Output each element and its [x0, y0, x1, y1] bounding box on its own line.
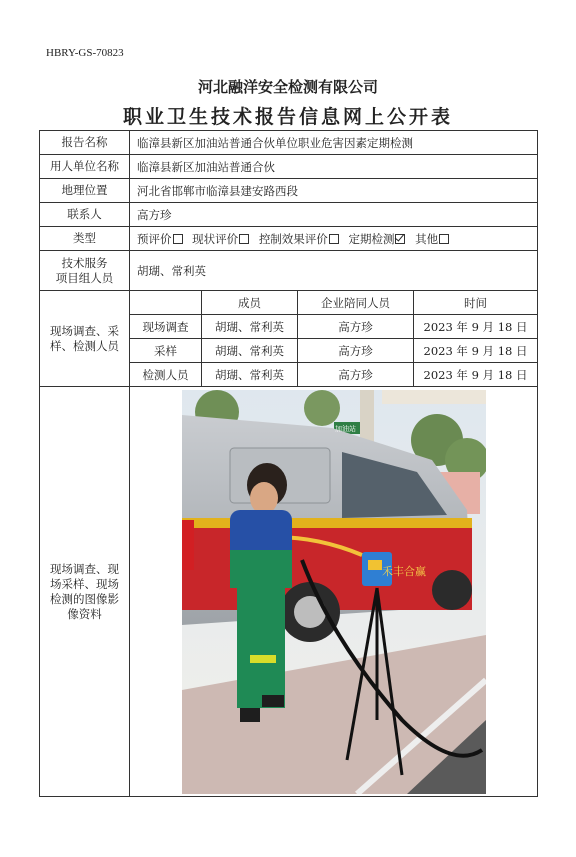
checkbox-icon [239, 234, 249, 244]
row-employer [40, 155, 538, 179]
survey-label: 现场调查、采 样、检测人员 [40, 291, 130, 387]
type-option-periodic: 定期检测 [348, 232, 411, 246]
employer-value: 临漳县新区加油站普通合伙 [130, 155, 538, 179]
checkbox-icon [173, 234, 183, 244]
photo-label: 现场调查、现 场采样、现场 检测的图像影 像资料 [40, 387, 130, 797]
tech-staff-label: 技术服务 项目组人员 [40, 251, 130, 291]
tech-staff-value: 胡瑚、常利英 [130, 251, 538, 291]
site-photo-image [182, 390, 486, 794]
survey-member: 胡瑚、常利英 [202, 339, 298, 363]
document-code: HBRY-GS-70823 [46, 47, 124, 59]
site-photo [182, 390, 486, 794]
type-options [130, 227, 538, 251]
row-type [40, 227, 538, 251]
location-label: 地理位置 [40, 179, 130, 203]
survey-header-blank [130, 291, 202, 315]
survey-activity: 现场调查 [130, 315, 202, 339]
van-logo-text: 禾丰合赢 [381, 564, 426, 578]
survey-time: 2023 年 9 月 18 日 [414, 363, 538, 387]
info-table [39, 130, 538, 797]
row-report-name [40, 131, 538, 155]
type-label: 类型 [40, 227, 130, 251]
row-photo [40, 387, 538, 797]
survey-member: 胡瑚、常利英 [202, 363, 298, 387]
survey-member: 胡瑚、常利英 [202, 315, 298, 339]
survey-company-staff: 高方珍 [298, 363, 414, 387]
survey-header-time: 时间 [414, 291, 538, 315]
row-location [40, 179, 538, 203]
employer-label: 用人单位名称 [40, 155, 130, 179]
survey-header-row [40, 291, 538, 315]
page-title: 职业卫生技术报告信息网上公开表 [122, 106, 453, 128]
survey-company-staff: 高方珍 [298, 339, 414, 363]
report-name-label: 报告名称 [40, 131, 130, 155]
type-option-status-eval: 现状评价 [192, 232, 255, 246]
survey-time: 2023 年 9 月 18 日 [414, 315, 538, 339]
sign-text: 加油站 [334, 424, 356, 433]
contact-label: 联系人 [40, 203, 130, 227]
survey-activity: 采样 [130, 339, 202, 363]
type-option-other: 其他 [415, 232, 455, 246]
row-tech-staff [40, 251, 538, 291]
survey-time: 2023 年 9 月 18 日 [414, 339, 538, 363]
photo-cell [130, 387, 538, 797]
type-option-pre-eval: 预评价 [137, 232, 189, 246]
survey-header-member: 成员 [202, 291, 298, 315]
company-name: 河北融洋安全检测有限公司 [197, 78, 378, 96]
survey-activity: 检测人员 [130, 363, 202, 387]
checked-checkbox-icon [395, 234, 405, 244]
location-value: 河北省邯郸市临漳县建安路西段 [130, 179, 538, 203]
survey-company-staff: 高方珍 [298, 315, 414, 339]
contact-value: 高方珍 [130, 203, 538, 227]
checkbox-icon [329, 234, 339, 244]
row-contact [40, 203, 538, 227]
checkbox-icon [439, 234, 449, 244]
survey-header-company-staff: 企业陪同人员 [298, 291, 414, 315]
report-name-value: 临漳县新区加油站普通合伙单位职业危害因素定期检测 [130, 131, 538, 155]
type-option-control-eval: 控制效果评价 [259, 232, 345, 246]
